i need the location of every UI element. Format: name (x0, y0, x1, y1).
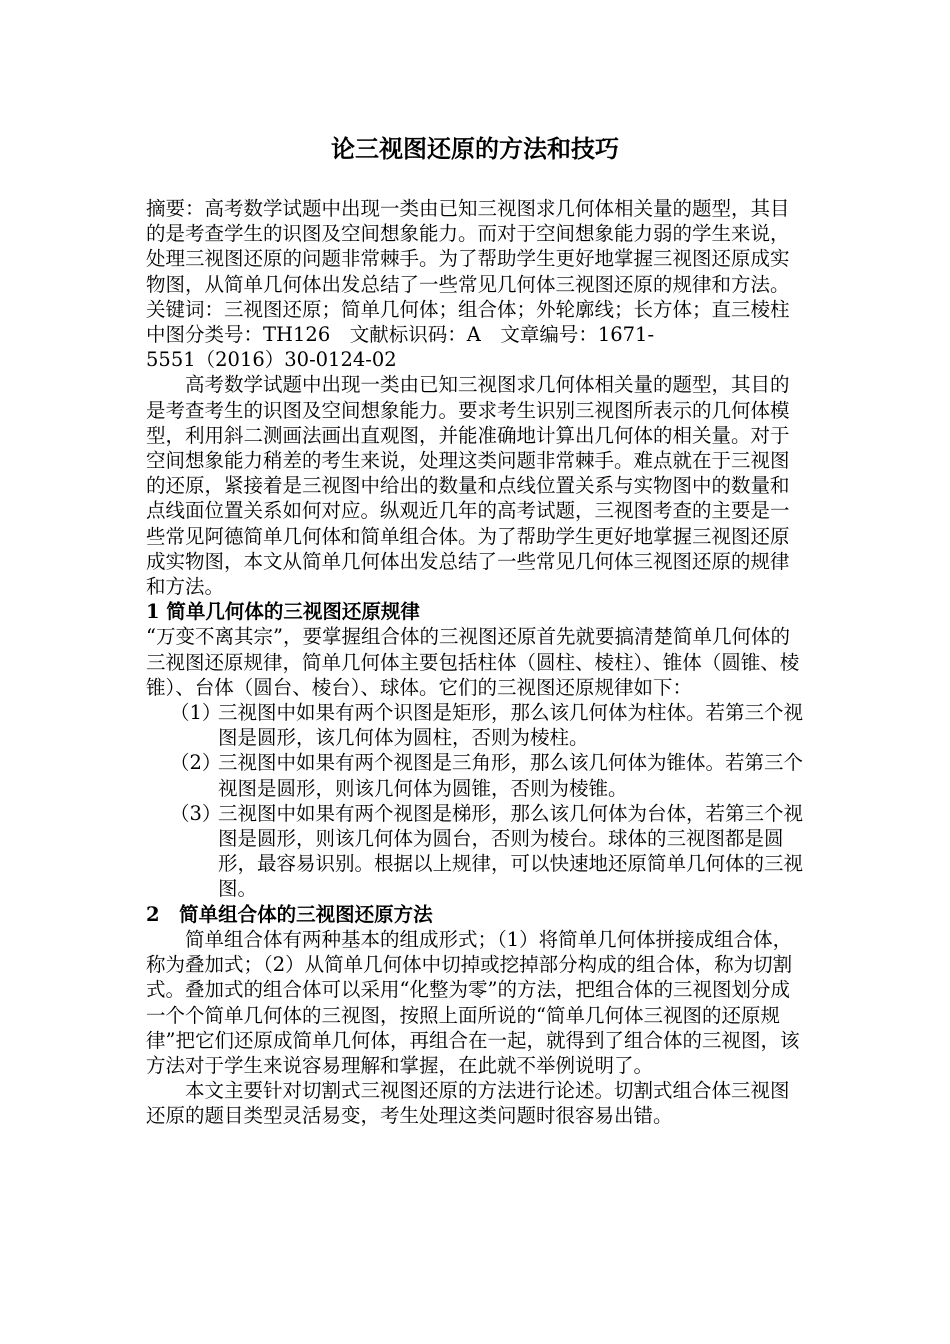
document-title: 论三视图还原的方法和技巧 (331, 134, 619, 163)
keywords: 关键词：三视图还原；简单几何体；组合体；外轮廓线；长方体；直三棱柱 (146, 297, 790, 321)
list-item-number: （3） (170, 801, 222, 825)
list-item-number: （1） (170, 701, 222, 725)
section-2-heading: 2 简单组合体的三视图还原方法 (146, 902, 433, 926)
section-2-paragraph-2: 本文主要针对切割式三视图还原的方法进行论述。切割式组合体三视图还原的题目类型灵活易变，考生处理这类问题时很容易出错。 (146, 1079, 790, 1128)
intro-paragraph: 高考数学试题中出现一类由已知三视图求几何体相关量的题型，其目的是考查考生的识图及空间想象能力。要求考生识别三视图所表示的几何体模型，利用斜二测画法画出直观图，并能准确地计算出几何体的相关量。对于空间想象能力稍差的考生来说，处理这类问题非常棘手。难点就在于三视图的还原，紧接着是三视图中给出的数量和点线位置关系与实物图中的数量和点线面位置关系如何对应。纵观近几年的高考试题，三视图考查的主要是一些常见阿德简单几何体和简单组合体。为了帮助学生更好地掌握三视图还原成实物图，本文从简单几何体出发总结了一些常见几何体三视图还原的规律和方法。 (146, 373, 790, 599)
list-item (146, 750, 806, 800)
list-item-text: 三视图中如果有两个识图是矩形，那么该几何体为柱体。若第三个视图是圆形，该几何体为圆柱，否则为棱柱。 (218, 701, 804, 750)
section-1-paragraph: “万变不离其宗”，要掌握组合体的三视图还原首先就要搞清楚简单几何体的三视图还原规律，简单几何体主要包括柱体（圆柱、棱柱）、锥体（圆锥、棱锥）、台体（圆台、棱台）、球体。它们的三视图还原规律如下： (146, 625, 800, 699)
document-body (146, 196, 806, 1129)
abstract: 摘要：高考数学试题中出现一类由已知三视图求几何体相关量的题型，其目的是考查学生的识图及空间想象能力。而对于空间想象能力弱的学生来说，处理三视图还原的问题非常棘手。为了帮助学生更好地掌握三视图还原成实物图，从简单几何体出发总结了一些常见几何体三视图还原的规律和方法。 (146, 197, 790, 296)
classification-line-2: 5551（2016）30-0124-02 (146, 348, 397, 372)
section-2-paragraph-1: 简单组合体有两种基本的组成形式；（1）将简单几何体拼接成组合体，称为叠加式；（2）从简单几何体中切掉或挖掉部分构成的组合体，称为切割式。叠加式的组合体可以采用“化整为零”的方法，把组合体的三视图划分成一个个简单几何体的三视图，按照上面所说的“简单几何体三视图的还原规律”把它们还原成简单几何体，再组合在一起，就得到了组合体的三视图，该方法对于学生来说容易理解和掌握，在此就不举例说明了。 (146, 927, 800, 1077)
list-item-number: （2） (170, 751, 222, 775)
list-item-text: 三视图中如果有两个视图是梯形，那么该几何体为台体，若第三个视图是圆形，则该几何体为圆台，否则为棱台。球体的三视图都是圆形，最容易识别。根据以上规律，可以快速地还原简单几何体的三视图。 (218, 801, 804, 901)
classification-line-1: 中图分类号：TH126 文献标识码：A 文章编号：1671- (146, 323, 655, 347)
list-item (146, 700, 806, 750)
list-item (146, 801, 806, 902)
section-1-heading: 1 简单几何体的三视图还原规律 (146, 600, 420, 624)
list-item-text: 三视图中如果有两个视图是三角形，那么该几何体为锥体。若第三个视图是圆形，则该几何体为圆锥，否则为棱锥。 (218, 751, 804, 800)
